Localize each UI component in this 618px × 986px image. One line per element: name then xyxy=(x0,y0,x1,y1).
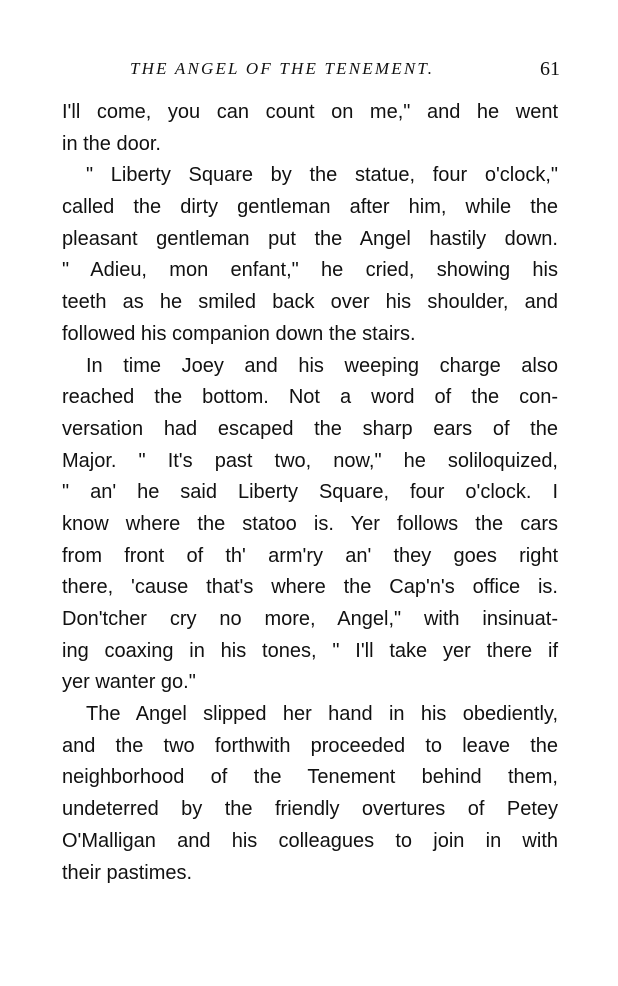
text-line: know where the statoo is. Yer follows the cars xyxy=(62,512,558,535)
body-text xyxy=(62,97,558,889)
text-line: yer wanter go." xyxy=(62,671,196,694)
text-line: ing coaxing in his tones, " I'll take yer there if xyxy=(62,639,558,662)
running-head xyxy=(62,56,560,82)
text-line: Major. " It's past two, now," he soliloquized, xyxy=(62,449,558,472)
text-line: reached the bottom. Not a word of the con- xyxy=(62,386,558,409)
running-title: THE ANGEL OF THE TENEMENT. xyxy=(130,59,435,78)
text-line: and the two forthwith proceeded to leave the xyxy=(62,734,558,757)
text-line: followed his companion down the stairs. xyxy=(62,322,416,345)
text-line: " Adieu, mon enfant," he cried, showing his xyxy=(62,259,558,282)
text-line: from front of th' arm'ry an' they goes right xyxy=(62,544,558,567)
text-line: " Liberty Square by the statue, four o'clock," xyxy=(86,164,558,187)
text-line: called the dirty gentleman after him, while the xyxy=(62,196,558,219)
text-line: I'll come, you can count on me," and he went xyxy=(62,101,558,123)
text-line: neighborhood of the Tenement behind them, xyxy=(62,766,558,789)
text-line: versation had escaped the sharp ears of the xyxy=(62,417,558,440)
text-line: their pastimes. xyxy=(62,861,193,884)
text-line: O'Malligan and his colleagues to join in with xyxy=(62,829,558,852)
text-line: " an' he said Liberty Square, four o'clock. I xyxy=(62,481,558,504)
text-line: pleasant gentleman put the Angel hastily down. xyxy=(62,227,558,250)
text-line: there, 'cause that's where the Cap'n's office is. xyxy=(62,576,558,599)
page-number: 61 xyxy=(540,58,560,80)
text-line: undeterred by the friendly overtures of Petey xyxy=(62,798,558,821)
text-line: In time Joey and his weeping charge also xyxy=(86,354,558,377)
text-line: in the door. xyxy=(62,132,161,155)
text-line: The Angel slipped her hand in his obediently, xyxy=(86,703,558,726)
text-line: teeth as he smiled back over his shoulder, and xyxy=(62,291,558,314)
text-line: Don'tcher cry no more, Angel," with insinuat- xyxy=(62,608,558,630)
